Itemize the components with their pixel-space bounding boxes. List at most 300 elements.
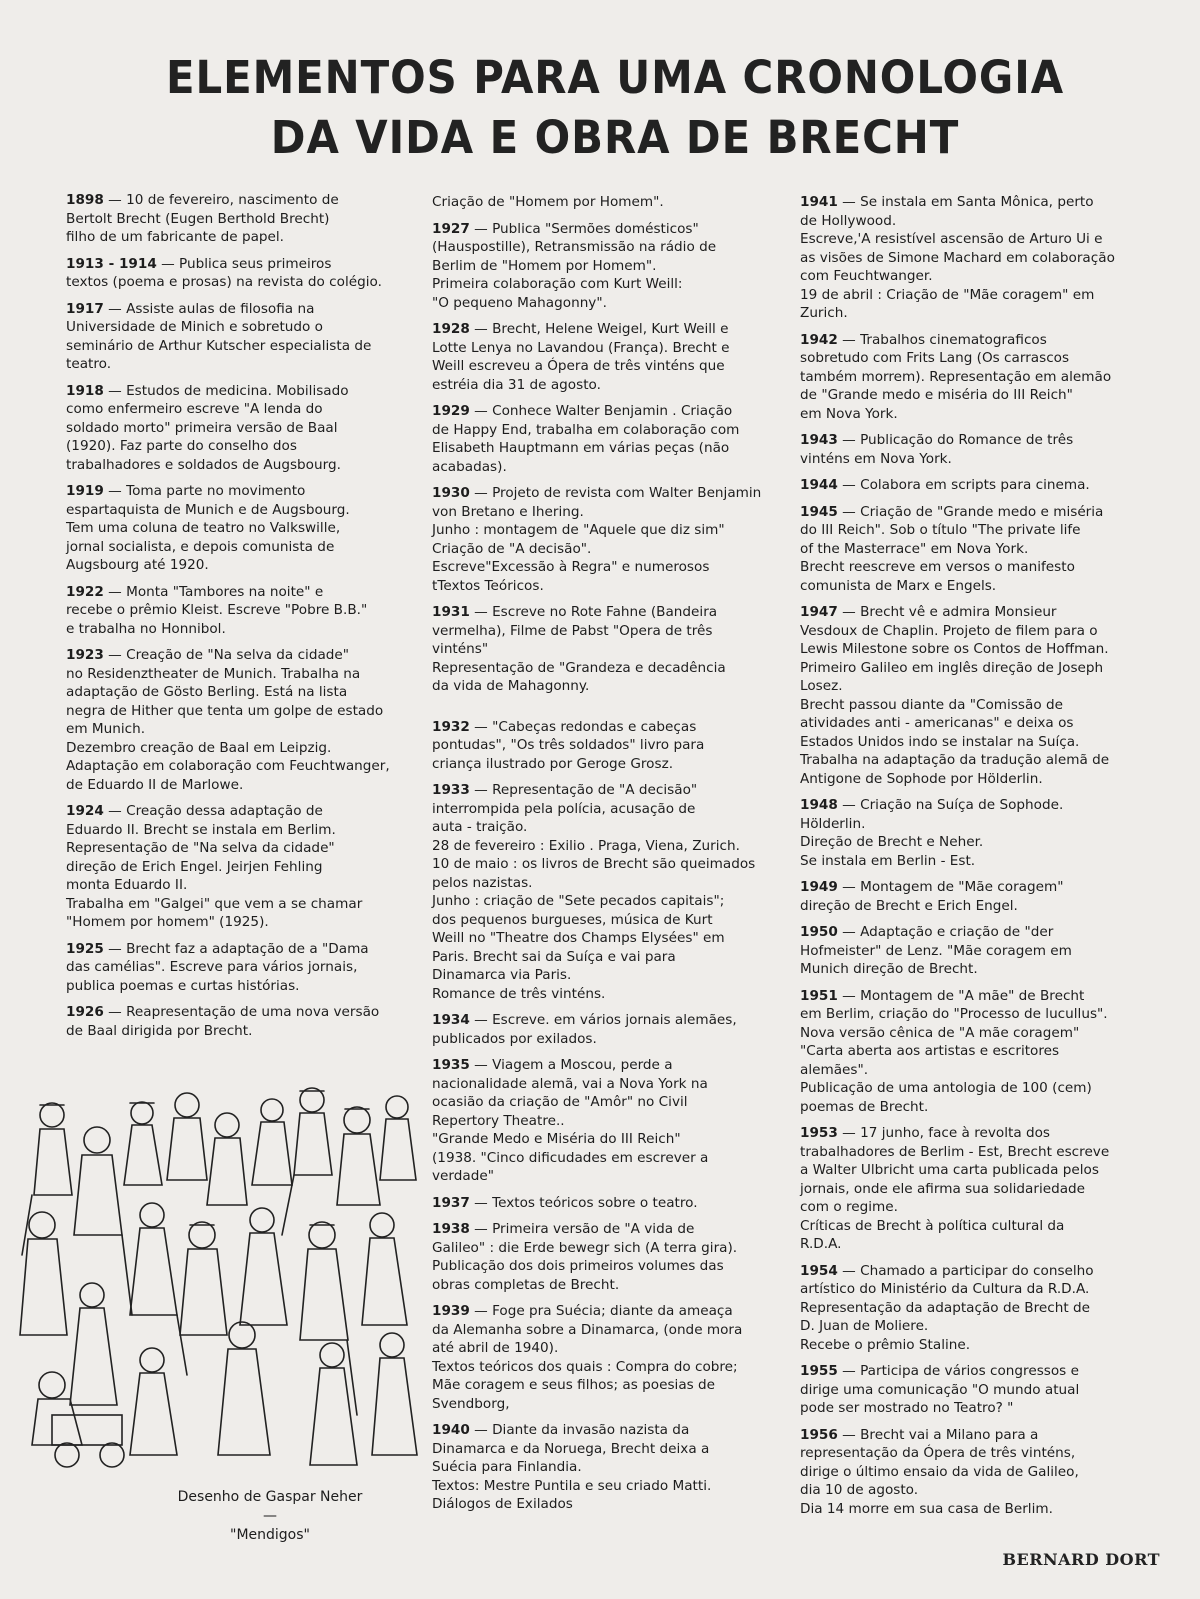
chronology-entry bbox=[432, 1011, 780, 1048]
entry-line-text: Textos teóricos dos quais : Compra do cobre; bbox=[432, 1358, 738, 1375]
entry-line-text: Lewis Milestone sobre os Contos de Hoffman. bbox=[800, 641, 1109, 657]
entry-line-text: vinténs" bbox=[432, 641, 489, 657]
entry-text-line bbox=[66, 821, 402, 840]
entry-text-line bbox=[800, 622, 1142, 641]
entry-line-text: Publicação dos dois primeiros volumes das bbox=[432, 1258, 724, 1274]
caption-line-2: "Mendigos" bbox=[230, 1527, 310, 1543]
entry-line-text: ocasião da criação de "Amôr" no Civil bbox=[432, 1094, 688, 1110]
entry-line-text: — Conhece Walter Benjamin . Criação bbox=[474, 403, 733, 419]
entry-line-text: — Criação de "Grande medo e miséria bbox=[842, 503, 1104, 520]
entry-text-line bbox=[432, 1495, 780, 1514]
entry-year: 1927 bbox=[432, 220, 470, 237]
entry-text-line bbox=[66, 665, 402, 684]
entry-text-line bbox=[432, 718, 780, 737]
beggars-drawing-illustration bbox=[12, 1085, 430, 1480]
entry-text-line bbox=[800, 1362, 1142, 1381]
entry-text-line bbox=[432, 1376, 780, 1395]
entry-line-text: Dinamarca via Paris. bbox=[432, 967, 572, 983]
entry-text-line bbox=[66, 757, 402, 776]
chronology-entry bbox=[800, 193, 1142, 323]
entry-text-line bbox=[66, 191, 402, 210]
entry-year: 1937 bbox=[432, 1194, 470, 1211]
entry-line-text: Publicação de uma antologia de 100 (cem) bbox=[800, 1080, 1092, 1096]
entry-line-text: (1920). Faz parte do conselho dos bbox=[66, 438, 297, 454]
entry-text-line bbox=[432, 855, 780, 874]
entry-text-line bbox=[800, 603, 1142, 622]
entry-text-line bbox=[432, 1011, 780, 1030]
chronology-column-3 bbox=[800, 193, 1142, 1526]
entry-line-text: com Feuchtwanger. bbox=[800, 268, 933, 284]
entry-line-text: da Alemanha sobre a Dinamarca, (onde mora bbox=[432, 1321, 743, 1338]
entry-line-text: "O pequeno Mahagonny". bbox=[432, 294, 607, 311]
entry-line-text: — "Cabeças redondas e cabeças bbox=[474, 718, 697, 735]
entry-text-line bbox=[432, 220, 780, 239]
entry-text-line bbox=[432, 1321, 780, 1340]
entry-year: 1926 bbox=[66, 1004, 104, 1020]
chronology-entry bbox=[432, 484, 780, 595]
entry-text-line bbox=[800, 1061, 1142, 1080]
chronology-entry bbox=[800, 1124, 1142, 1254]
entry-line-text: Augsbourg até 1920. bbox=[66, 557, 209, 573]
chronology-column-1 bbox=[66, 191, 402, 1048]
entry-text-line bbox=[432, 1194, 780, 1213]
entry-text-line bbox=[800, 1426, 1142, 1445]
entry-text-line bbox=[66, 337, 402, 356]
chronology-entry bbox=[66, 382, 402, 475]
entry-line-text: publica poemas e curtas histórias. bbox=[66, 977, 300, 994]
entry-text-line bbox=[432, 1395, 780, 1414]
entry-text-line bbox=[66, 1003, 402, 1022]
entry-text-line bbox=[800, 833, 1142, 852]
entry-line-text: Criação de "A decisão". bbox=[432, 540, 592, 557]
entry-year: 1923 bbox=[66, 647, 104, 663]
entry-year: 1928 bbox=[432, 321, 470, 337]
entry-year: 1949 bbox=[800, 879, 838, 895]
entry-line-text: Estados Unidos indo se instalar na Suíça. bbox=[800, 733, 1080, 750]
entry-year: 1956 bbox=[800, 1426, 838, 1443]
entry-line-text: — 17 junho, face à revolta dos bbox=[842, 1125, 1051, 1141]
entry-line-text: (1938. "Cinco dificudades em escrever a bbox=[432, 1149, 709, 1166]
entry-line-text: — Publica "Sermões domésticos" bbox=[474, 220, 699, 237]
entry-text-line bbox=[800, 540, 1142, 559]
entry-text-line bbox=[66, 210, 402, 229]
entry-text-line bbox=[800, 349, 1142, 368]
entry-text-line bbox=[800, 386, 1142, 405]
entry-text-line bbox=[66, 437, 402, 456]
entry-line-text: acabadas). bbox=[432, 458, 507, 475]
entry-text-line bbox=[432, 1112, 780, 1131]
chronology-entry bbox=[800, 987, 1142, 1117]
entry-text-line bbox=[800, 1079, 1142, 1098]
entry-text-line bbox=[432, 736, 780, 755]
chronology-entry bbox=[66, 255, 402, 292]
entry-line-text: de Eduardo II de Marlowe. bbox=[66, 776, 244, 793]
entry-line-text: — Se instala em Santa Mônica, perto bbox=[842, 194, 1094, 210]
entry-year: 1935 bbox=[432, 1057, 470, 1073]
entry-text-line bbox=[432, 1149, 780, 1168]
entry-text-line bbox=[800, 193, 1142, 212]
entry-text-line bbox=[432, 421, 780, 440]
entry-year: 1943 bbox=[800, 432, 838, 448]
entry-text-line bbox=[800, 1280, 1142, 1299]
entry-text-line bbox=[800, 267, 1142, 286]
entry-text-line bbox=[66, 482, 402, 501]
entry-text-line bbox=[66, 255, 402, 274]
entry-line-text: as visões de Simone Machard em colaboração bbox=[800, 249, 1115, 266]
entry-line-text: das camélias". Escreve para vários jornais, bbox=[66, 959, 358, 975]
entry-line-text: 19 de abril : Criação de "Mãe coragem" em bbox=[800, 286, 1095, 303]
entry-line-text: monta Eduardo II. bbox=[66, 877, 188, 893]
entry-text-line bbox=[800, 1463, 1142, 1482]
entry-text-line bbox=[800, 431, 1142, 450]
entry-text-line bbox=[432, 818, 780, 837]
entry-text-line bbox=[432, 1220, 780, 1239]
entry-line-text: pontudas", "Os três soldados" livro para bbox=[432, 737, 705, 753]
entry-text-line bbox=[800, 1217, 1142, 1236]
entry-line-text: textos (poema e prosas) na revista do colégio. bbox=[66, 274, 382, 290]
chronology-entry bbox=[432, 1421, 780, 1514]
entry-text-line bbox=[800, 1143, 1142, 1162]
entry-year: 1932 bbox=[432, 718, 470, 735]
entry-line-text: dirige o último ensaio da vida de Galileo, bbox=[800, 1463, 1079, 1480]
entry-text-line bbox=[66, 456, 402, 475]
entry-line-text: "Homem por homem" (1925). bbox=[66, 914, 269, 930]
entry-text-line bbox=[800, 942, 1142, 961]
entry-text-line bbox=[432, 439, 780, 458]
entry-line-text: — Toma parte no movimento bbox=[108, 483, 306, 499]
entry-text-line bbox=[432, 1130, 780, 1149]
chronology-entry bbox=[66, 1003, 402, 1040]
entry-text-line bbox=[66, 776, 402, 795]
entry-text-line bbox=[66, 620, 402, 639]
entry-line-text: tTextos Teóricos. bbox=[432, 577, 544, 594]
entry-text-line bbox=[800, 878, 1142, 897]
entry-text-line bbox=[432, 1056, 780, 1075]
entry-line-text: — Textos teóricos sobre o teatro. bbox=[474, 1194, 698, 1211]
chronology-entry bbox=[432, 718, 780, 774]
entry-line-text: — Escreve no Rote Fahne (Bandeira bbox=[474, 604, 718, 620]
entry-line-text: — Creação dessa adaptação de bbox=[108, 803, 323, 819]
entry-line-text: — Criação na Suíça de Sophode. bbox=[842, 797, 1064, 813]
entry-text-line bbox=[432, 1421, 780, 1440]
entry-line-text: "Carta aberta aos artistas e escritores bbox=[800, 1043, 1060, 1059]
entry-text-line bbox=[800, 770, 1142, 789]
entry-text-line bbox=[66, 355, 402, 374]
entry-year: 1922 bbox=[66, 583, 104, 600]
entry-line-text: vinténs em Nova York. bbox=[800, 450, 952, 467]
entry-text-line bbox=[800, 987, 1142, 1006]
entry-text-line bbox=[432, 577, 780, 596]
entry-line-text: alemães". bbox=[800, 1061, 869, 1078]
entry-year: 1925 bbox=[66, 940, 104, 957]
entry-text-line bbox=[800, 1042, 1142, 1061]
entry-text-line bbox=[800, 1481, 1142, 1500]
entry-text-line bbox=[800, 304, 1142, 323]
entry-line-text: — Creação de "Na selva da cidade" bbox=[108, 647, 350, 663]
entry-line-text: Recebe o prêmio Staline. bbox=[800, 1336, 971, 1353]
entry-line-text: — Brecht faz a adaptação de a "Dama bbox=[108, 940, 369, 957]
entry-text-line bbox=[800, 1500, 1142, 1519]
entry-text-line bbox=[432, 929, 780, 948]
entry-text-line bbox=[800, 230, 1142, 249]
chronology-entry bbox=[432, 402, 780, 476]
chronology-entry bbox=[432, 220, 780, 313]
entry-line-text: Eduardo II. Brecht se instala em Berlim. bbox=[66, 821, 336, 838]
entry-text-line bbox=[432, 1458, 780, 1477]
entry-text-line bbox=[66, 538, 402, 557]
entry-text-line bbox=[432, 1167, 780, 1186]
entry-text-line bbox=[432, 339, 780, 358]
entry-text-line bbox=[800, 1235, 1142, 1254]
entry-line-text: 10 de maio : os livros de Brecht são queimados bbox=[432, 856, 756, 872]
entry-text-line bbox=[66, 858, 402, 877]
entry-line-text: Bertolt Brecht (Eugen Berthold Brecht) bbox=[66, 210, 330, 227]
entry-line-text: Romance de três vinténs. bbox=[432, 985, 606, 1002]
entry-line-text: Suécia para Finlandia. bbox=[432, 1459, 582, 1475]
entry-line-text: com o regime. bbox=[800, 1199, 898, 1215]
entry-line-text: pode ser mostrado no Teatro? " bbox=[800, 1400, 1014, 1416]
entry-line-text: — Brecht vai a Milano para a bbox=[842, 1426, 1039, 1443]
entry-line-text: trabalhadores e soldados de Augsbourg. bbox=[66, 456, 341, 473]
entry-text-line bbox=[432, 755, 780, 774]
entry-line-text: Nova versão cênica de "A mãe coragem" bbox=[800, 1024, 1080, 1041]
entry-year: 1938 bbox=[432, 1221, 470, 1237]
entry-text-line bbox=[432, 402, 780, 421]
entry-text-line bbox=[432, 558, 780, 577]
entry-line-text: Paris. Brecht sai da Suíça e vai para bbox=[432, 948, 676, 965]
entry-line-text: Weill no "Theatre dos Champs Elysées" em bbox=[432, 930, 725, 946]
entry-line-text: Hölderlin. bbox=[800, 815, 866, 832]
entry-text-line bbox=[432, 948, 780, 967]
entry-text-line bbox=[432, 911, 780, 930]
entry-year: 1930 bbox=[432, 485, 470, 501]
entry-line-text: von Bretano e Ihering. bbox=[432, 503, 584, 520]
page-title bbox=[99, 48, 1131, 168]
entry-text-line bbox=[432, 781, 780, 800]
entry-line-text: — Projeto de revista com Walter Benjamin bbox=[474, 485, 762, 501]
entry-line-text: recebe o prêmio Kleist. Escreve "Pobre B.B." bbox=[66, 602, 368, 618]
entry-line-text: Mãe coragem e seus filhos; as poesias de bbox=[432, 1377, 716, 1393]
entry-year: 1929 bbox=[432, 403, 470, 419]
entry-line-text: Primeiro Galileo em inglês direção de Joseph bbox=[800, 659, 1104, 676]
entry-line-text: até abril de 1940). bbox=[432, 1340, 559, 1356]
chronology-entry bbox=[800, 331, 1142, 424]
entry-text-line bbox=[432, 540, 780, 559]
entry-line-text: Trabalha em "Galgei" que vem a se chamar bbox=[66, 895, 363, 912]
entry-text-line bbox=[800, 897, 1142, 916]
entry-line-text: Diálogos de Exilados bbox=[432, 1496, 573, 1512]
entry-year: 1934 bbox=[432, 1012, 470, 1028]
entry-text-line bbox=[66, 739, 402, 758]
entry-text-line bbox=[66, 273, 402, 292]
entry-text-line bbox=[800, 577, 1142, 596]
entry-text-line bbox=[432, 320, 780, 339]
entry-text-line bbox=[66, 318, 402, 337]
entry-line-text: de Hollywood. bbox=[800, 212, 897, 229]
entry-line-text: — Publica seus primeiros bbox=[161, 255, 332, 272]
entry-text-line bbox=[800, 476, 1142, 495]
entry-line-text: de Baal dirigida por Brecht. bbox=[66, 1022, 253, 1039]
entry-text-line bbox=[66, 958, 402, 977]
title-line-1: ELEMENTOS PARA UMA CRONOLOGIA bbox=[165, 51, 1065, 104]
chronology-entry bbox=[432, 193, 780, 212]
entry-line-text: — 10 de fevereiro, nascimento de bbox=[108, 192, 339, 208]
entry-line-text: Trabalha na adaptação da tradução alemã de bbox=[800, 752, 1110, 768]
chronology-entry bbox=[800, 431, 1142, 468]
entry-text-line bbox=[432, 966, 780, 985]
entry-line-text: jornais, onde ele afirma sua solidariedade bbox=[800, 1180, 1086, 1197]
entry-line-text: direção de Brecht e Erich Engel. bbox=[800, 897, 1018, 914]
entry-line-text: Junho : montagem de "Aquele que diz sim" bbox=[432, 522, 725, 538]
entry-line-text: Zurich. bbox=[800, 305, 848, 321]
entry-text-line bbox=[800, 960, 1142, 979]
entry-text-line bbox=[66, 895, 402, 914]
entry-line-text: 28 de fevereiro : Exilio . Praga, Viena, Zurich. bbox=[432, 837, 740, 854]
entry-line-text: Brecht reescreve em versos o manifesto bbox=[800, 559, 1075, 575]
entry-line-text: Vesdoux de Chaplin. Projeto de filem para o bbox=[800, 622, 1098, 639]
entry-text-line bbox=[800, 1399, 1142, 1418]
entry-text-line bbox=[800, 1005, 1142, 1024]
entry-text-line bbox=[432, 238, 780, 257]
caption-line-1: Desenho de Gaspar Neher — bbox=[177, 1489, 363, 1524]
chronology-entry bbox=[800, 476, 1142, 495]
chronology-entry bbox=[800, 878, 1142, 915]
entry-year: 1945 bbox=[800, 503, 838, 520]
entry-line-text: Primeira colaboração com Kurt Weill: bbox=[432, 276, 683, 292]
entry-line-text: Galileo" : die Erde bewegr sich (A terra gira). bbox=[432, 1239, 738, 1256]
entry-text-line bbox=[66, 601, 402, 620]
entry-line-text: soldado morto" primeira versão de Baal bbox=[66, 419, 338, 436]
entry-text-line bbox=[800, 1336, 1142, 1355]
entry-text-line bbox=[66, 300, 402, 319]
entry-text-line bbox=[66, 400, 402, 419]
entry-line-text: adaptação de Gösto Berling. Está na lista bbox=[66, 684, 348, 700]
entry-line-text: — Estudos de medicina. Mobilisado bbox=[108, 382, 349, 399]
entry-text-line bbox=[800, 1098, 1142, 1117]
entry-line-text: (Hauspostille), Retransmissão na rádio de bbox=[432, 239, 717, 255]
author-signature: BERNARD DORT bbox=[1002, 1550, 1160, 1569]
entry-line-text: comunista de Marx e Engels. bbox=[800, 577, 997, 594]
entry-text-line bbox=[66, 583, 402, 602]
entry-line-text: Hofmeister" de Lenz. "Mãe coragem em bbox=[800, 942, 1072, 959]
entry-line-text: — Adaptação e criação de "der bbox=[842, 924, 1054, 940]
chronology-entry bbox=[66, 300, 402, 374]
entry-text-line bbox=[432, 659, 780, 678]
entry-text-line bbox=[800, 1124, 1142, 1143]
entry-line-text: seminário de Arthur Kutscher especialista de bbox=[66, 337, 372, 354]
entry-line-text: Textos: Mestre Puntila e seu criado Matti. bbox=[432, 1477, 712, 1494]
entry-spacer bbox=[432, 704, 780, 718]
entry-line-text: Brecht passou diante da "Comissão de bbox=[800, 696, 1063, 713]
entry-line-text: espartaquista de Munich e de Augsbourg. bbox=[66, 501, 350, 518]
entry-line-text: também morrem). Representação em alemão bbox=[800, 368, 1112, 385]
entry-line-text: — Montagem de "A mãe" de Brecht bbox=[842, 987, 1085, 1004]
entry-line-text: Repertory Theatre.. bbox=[432, 1112, 565, 1129]
entry-line-text: Representação de "Grandeza e decadência bbox=[432, 659, 726, 676]
chronology-entry bbox=[66, 583, 402, 639]
entry-line-text: e trabalha no Honnibol. bbox=[66, 620, 226, 637]
chronology-entry bbox=[66, 191, 402, 247]
entry-text-line bbox=[800, 1024, 1142, 1043]
entry-line-text: trabalhadores de Berlim - Est, Brecht escreve bbox=[800, 1143, 1110, 1160]
entry-line-text: Representação da adaptação de Brecht de bbox=[800, 1299, 1090, 1316]
entry-line-text: Dinamarca e da Noruega, Brecht deixa a bbox=[432, 1440, 710, 1457]
entry-text-line bbox=[800, 1444, 1142, 1463]
entry-line-text: Escreve"Excessão à Regra" e numerosos bbox=[432, 559, 710, 575]
entry-line-text: a Walter Ulbricht uma carta publicada pelos bbox=[800, 1162, 1099, 1178]
entry-text-line bbox=[432, 622, 780, 641]
entry-line-text: Universidade de Minich e sobretudo o bbox=[66, 319, 323, 335]
entry-line-text: Antigone de Sophode por Hölderlin. bbox=[800, 770, 1043, 787]
chronology-entry bbox=[800, 603, 1142, 788]
entry-line-text: — Publicação do Romance de três bbox=[842, 432, 1074, 448]
entry-text-line bbox=[66, 519, 402, 538]
entry-year: 1913 - 1914 bbox=[66, 255, 157, 272]
entry-text-line bbox=[800, 1262, 1142, 1281]
entry-year: 1955 bbox=[800, 1363, 838, 1379]
entry-text-line bbox=[800, 677, 1142, 696]
entry-text-line bbox=[432, 1276, 780, 1295]
entry-line-text: — Primeira versão de "A vida de bbox=[474, 1221, 695, 1237]
entry-text-line bbox=[66, 913, 402, 932]
entry-text-line bbox=[800, 1161, 1142, 1180]
chronology-entry bbox=[432, 1194, 780, 1213]
entry-text-line bbox=[800, 1381, 1142, 1400]
entry-text-line bbox=[66, 683, 402, 702]
entry-text-line bbox=[66, 702, 402, 721]
entry-line-text: — Colabora em scripts para cinema. bbox=[842, 477, 1090, 493]
entry-text-line bbox=[432, 874, 780, 893]
entry-text-line bbox=[432, 1075, 780, 1094]
entry-text-line bbox=[66, 977, 402, 996]
entry-line-text: Dezembro creação de Baal em Leipzig. bbox=[66, 739, 332, 756]
chronology-entry bbox=[66, 646, 402, 794]
entry-text-line bbox=[432, 521, 780, 540]
entry-line-text: — Viagem a Moscou, perde a bbox=[474, 1057, 673, 1073]
chronology-entry bbox=[800, 1426, 1142, 1519]
entry-line-text: poemas de Brecht. bbox=[800, 1098, 929, 1115]
entry-text-line bbox=[66, 419, 402, 438]
chronology-entry bbox=[66, 940, 402, 996]
entry-text-line bbox=[66, 720, 402, 739]
entry-text-line bbox=[432, 603, 780, 622]
entry-line-text: atividades anti - americanas" e deixa os bbox=[800, 715, 1074, 731]
entry-text-line bbox=[432, 1257, 780, 1276]
entry-line-text: Tem uma coluna de teatro no Valkswille, bbox=[66, 520, 341, 536]
entry-line-text: — Brecht vê e admira Monsieur bbox=[842, 604, 1057, 620]
entry-text-line bbox=[66, 382, 402, 401]
entry-text-line bbox=[432, 193, 780, 212]
chronology-entry bbox=[800, 503, 1142, 596]
entry-line-text: Dia 14 morre em sua casa de Berlim. bbox=[800, 1500, 1053, 1517]
entry-text-line bbox=[432, 458, 780, 477]
chronology-entry bbox=[432, 1302, 780, 1413]
entry-line-text: estréia dia 31 de agosto. bbox=[432, 376, 601, 393]
entry-year: 1941 bbox=[800, 194, 838, 210]
entry-text-line bbox=[432, 357, 780, 376]
entry-line-text: Berlim de "Homem por Homem". bbox=[432, 257, 657, 274]
entry-text-line bbox=[800, 1180, 1142, 1199]
entry-text-line bbox=[800, 405, 1142, 424]
entry-text-line bbox=[800, 521, 1142, 540]
chronology-entry bbox=[432, 603, 780, 696]
entry-line-text: Se instala em Berlin - Est. bbox=[800, 852, 976, 869]
entry-line-text: representação da Ópera de três vinténs, bbox=[800, 1445, 1076, 1461]
entry-text-line bbox=[432, 1030, 780, 1049]
entry-line-text: Lotte Lenya no Lavandou (França). Brecht e bbox=[432, 339, 730, 356]
entry-text-line bbox=[66, 839, 402, 858]
entry-line-text: no Residenztheater de Munich. Trabalha na bbox=[66, 665, 361, 682]
